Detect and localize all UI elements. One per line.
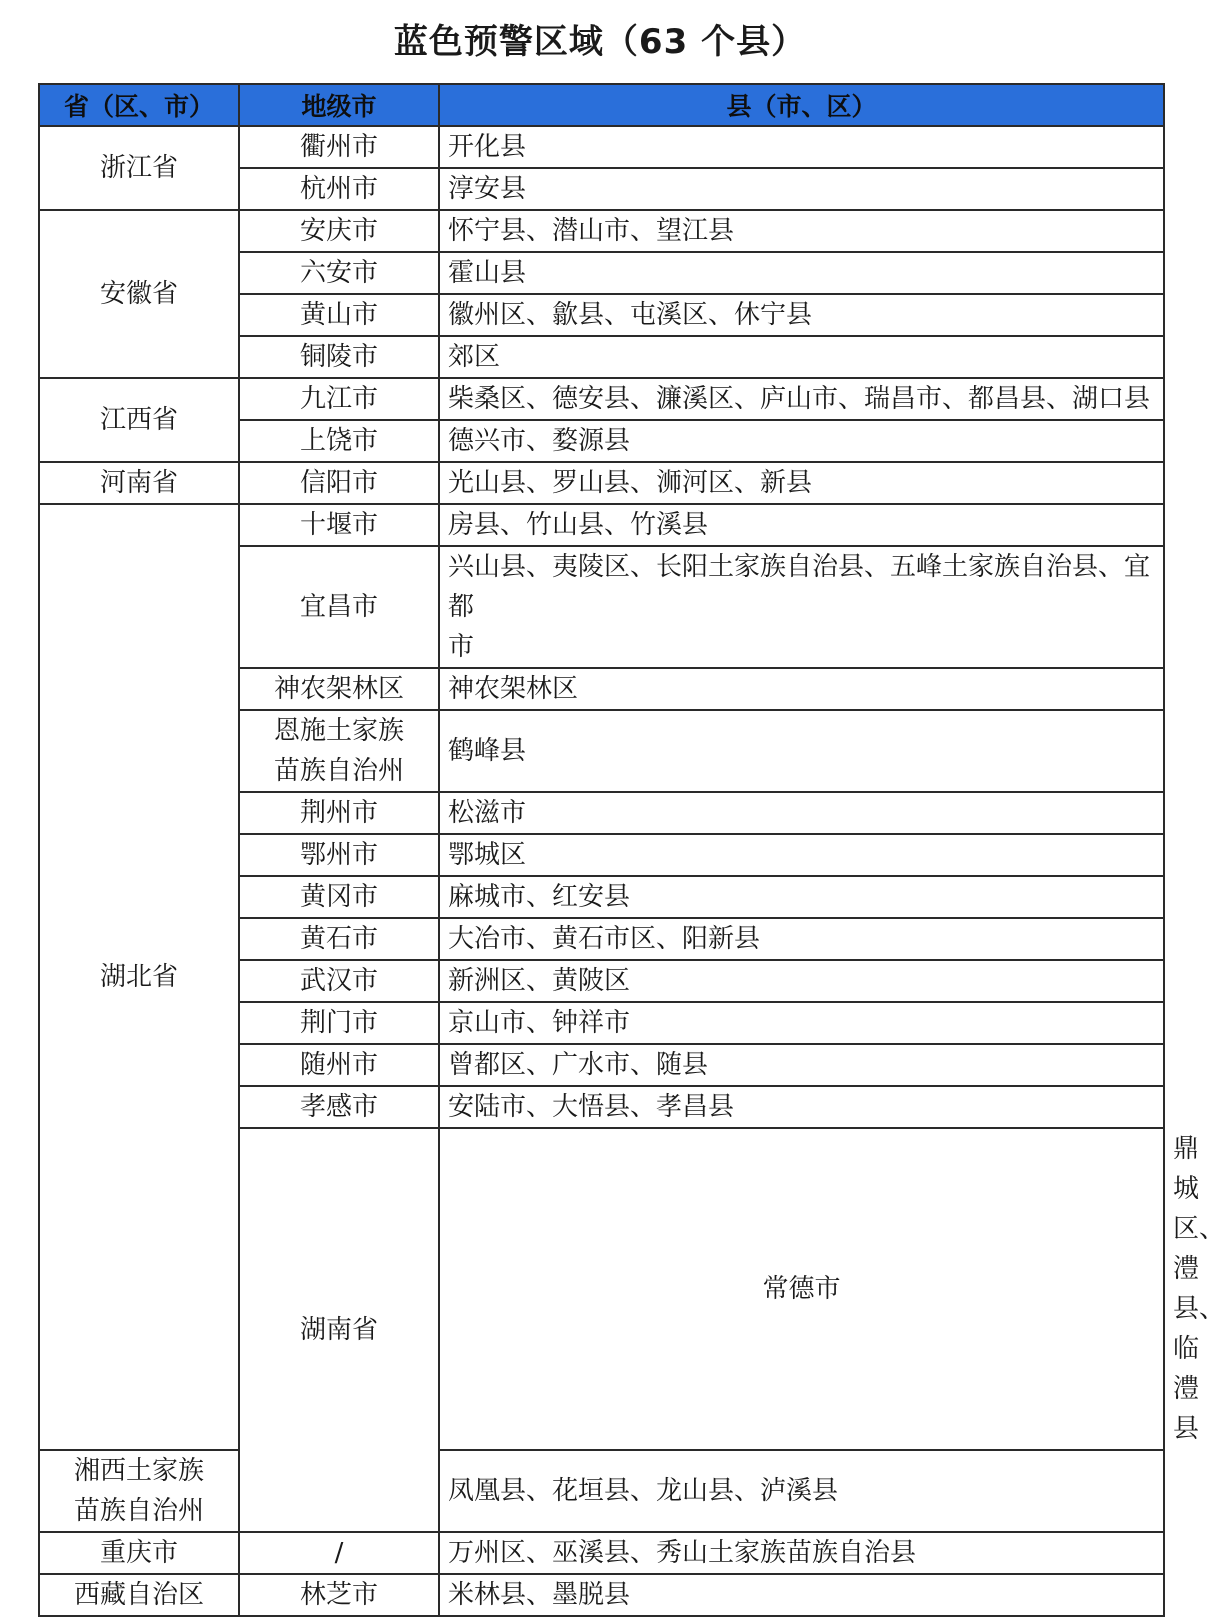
table-row xyxy=(39,1574,1164,1616)
table-row xyxy=(39,462,1164,504)
city-cell: 信阳市 xyxy=(239,462,439,504)
county-cell: 光山县、罗山县、浉河区、新县 xyxy=(439,462,1164,504)
county-cell: 开化县 xyxy=(439,126,1164,168)
page-title: 蓝色预警区域（63 个县） xyxy=(393,22,807,62)
city-cell: 黄山市 xyxy=(239,294,439,336)
county-cell: 兴山县、夷陵区、长阳土家族自治县、五峰土家族自治县、宜都 市 xyxy=(439,546,1164,668)
county-cell: 德兴市、婺源县 xyxy=(439,420,1164,462)
province-cell: 重庆市 xyxy=(39,1532,239,1574)
county-cell: 新洲区、黄陂区 xyxy=(439,960,1164,1002)
header-county: 县（市、区） xyxy=(439,84,1164,126)
county-cell: 万州区、巫溪县、秀山土家族苗族自治县 xyxy=(439,1532,1164,1574)
city-cell: 荆州市 xyxy=(239,792,439,834)
table-row xyxy=(39,1450,1164,1532)
city-cell: 湘西土家族 苗族自治州 xyxy=(39,1450,239,1532)
county-cell: 怀宁县、潜山市、望江县 xyxy=(439,210,1164,252)
city-cell: 神农架林区 xyxy=(239,668,439,710)
city-cell: / xyxy=(239,1532,439,1574)
city-cell: 九江市 xyxy=(239,378,439,420)
county-cell: 凤凰县、花垣县、龙山县、泸溪县 xyxy=(439,1450,1164,1532)
county-cell: 松滋市 xyxy=(439,792,1164,834)
table-row xyxy=(39,1532,1164,1574)
county-cell: 霍山县 xyxy=(439,252,1164,294)
county-cell: 淳安县 xyxy=(439,168,1164,210)
city-cell: 杭州市 xyxy=(239,168,439,210)
county-cell: 京山市、钟祥市 xyxy=(439,1002,1164,1044)
province-cell: 湖南省 xyxy=(239,1128,439,1532)
county-cell: 安陆市、大悟县、孝昌县 xyxy=(439,1086,1164,1128)
city-cell: 黄石市 xyxy=(239,918,439,960)
county-cell: 麻城市、红安县 xyxy=(439,876,1164,918)
city-cell: 林芝市 xyxy=(239,1574,439,1616)
city-cell: 孝感市 xyxy=(239,1086,439,1128)
county-cell: 房县、竹山县、竹溪县 xyxy=(439,504,1164,546)
table-row xyxy=(39,378,1164,420)
city-cell: 衢州市 xyxy=(239,126,439,168)
county-cell: 鹤峰县 xyxy=(439,710,1164,792)
city-cell: 十堰市 xyxy=(239,504,439,546)
city-cell: 武汉市 xyxy=(239,960,439,1002)
county-cell: 曾都区、广水市、随县 xyxy=(439,1044,1164,1086)
table-row xyxy=(39,126,1164,168)
province-cell: 安徽省 xyxy=(39,210,239,378)
city-cell: 铜陵市 xyxy=(239,336,439,378)
table-header-row xyxy=(39,84,1164,126)
province-cell: 湖北省 xyxy=(39,504,239,1450)
table-body xyxy=(39,126,1225,1616)
county-cell: 大冶市、黄石市区、阳新县 xyxy=(439,918,1164,960)
city-cell: 安庆市 xyxy=(239,210,439,252)
city-cell: 黄冈市 xyxy=(239,876,439,918)
province-cell: 西藏自治区 xyxy=(39,1574,239,1616)
header-province: 省（区、市） xyxy=(39,84,239,126)
province-cell: 河南省 xyxy=(39,462,239,504)
table-row xyxy=(39,504,1164,546)
city-cell: 上饶市 xyxy=(239,420,439,462)
county-cell: 柴桑区、德安县、濂溪区、庐山市、瑞昌市、都昌县、湖口县 xyxy=(439,378,1164,420)
table-row: 湖南省 常德市 鼎城区、澧县、临澧县 xyxy=(39,1128,1164,1450)
county-cell: 鄂城区 xyxy=(439,834,1164,876)
table-row xyxy=(39,210,1164,252)
header-city: 地级市 xyxy=(239,84,439,126)
county-cell: 徽州区、歙县、屯溪区、休宁县 xyxy=(439,294,1164,336)
county-cell: 米林县、墨脱县 xyxy=(439,1574,1164,1616)
warning-table xyxy=(38,83,1225,1617)
city-cell: 宜昌市 xyxy=(239,546,439,668)
city-cell: 恩施土家族 苗族自治州 xyxy=(239,710,439,792)
city-cell: 鄂州市 xyxy=(239,834,439,876)
province-cell: 浙江省 xyxy=(39,126,239,210)
city-cell: 荆门市 xyxy=(239,1002,439,1044)
province-cell: 江西省 xyxy=(39,378,239,462)
county-cell: 神农架林区 xyxy=(439,668,1164,710)
city-cell: 随州市 xyxy=(239,1044,439,1086)
city-cell: 六安市 xyxy=(239,252,439,294)
city-cell: 常德市 xyxy=(439,1128,1164,1450)
county-cell: 郊区 xyxy=(439,336,1164,378)
